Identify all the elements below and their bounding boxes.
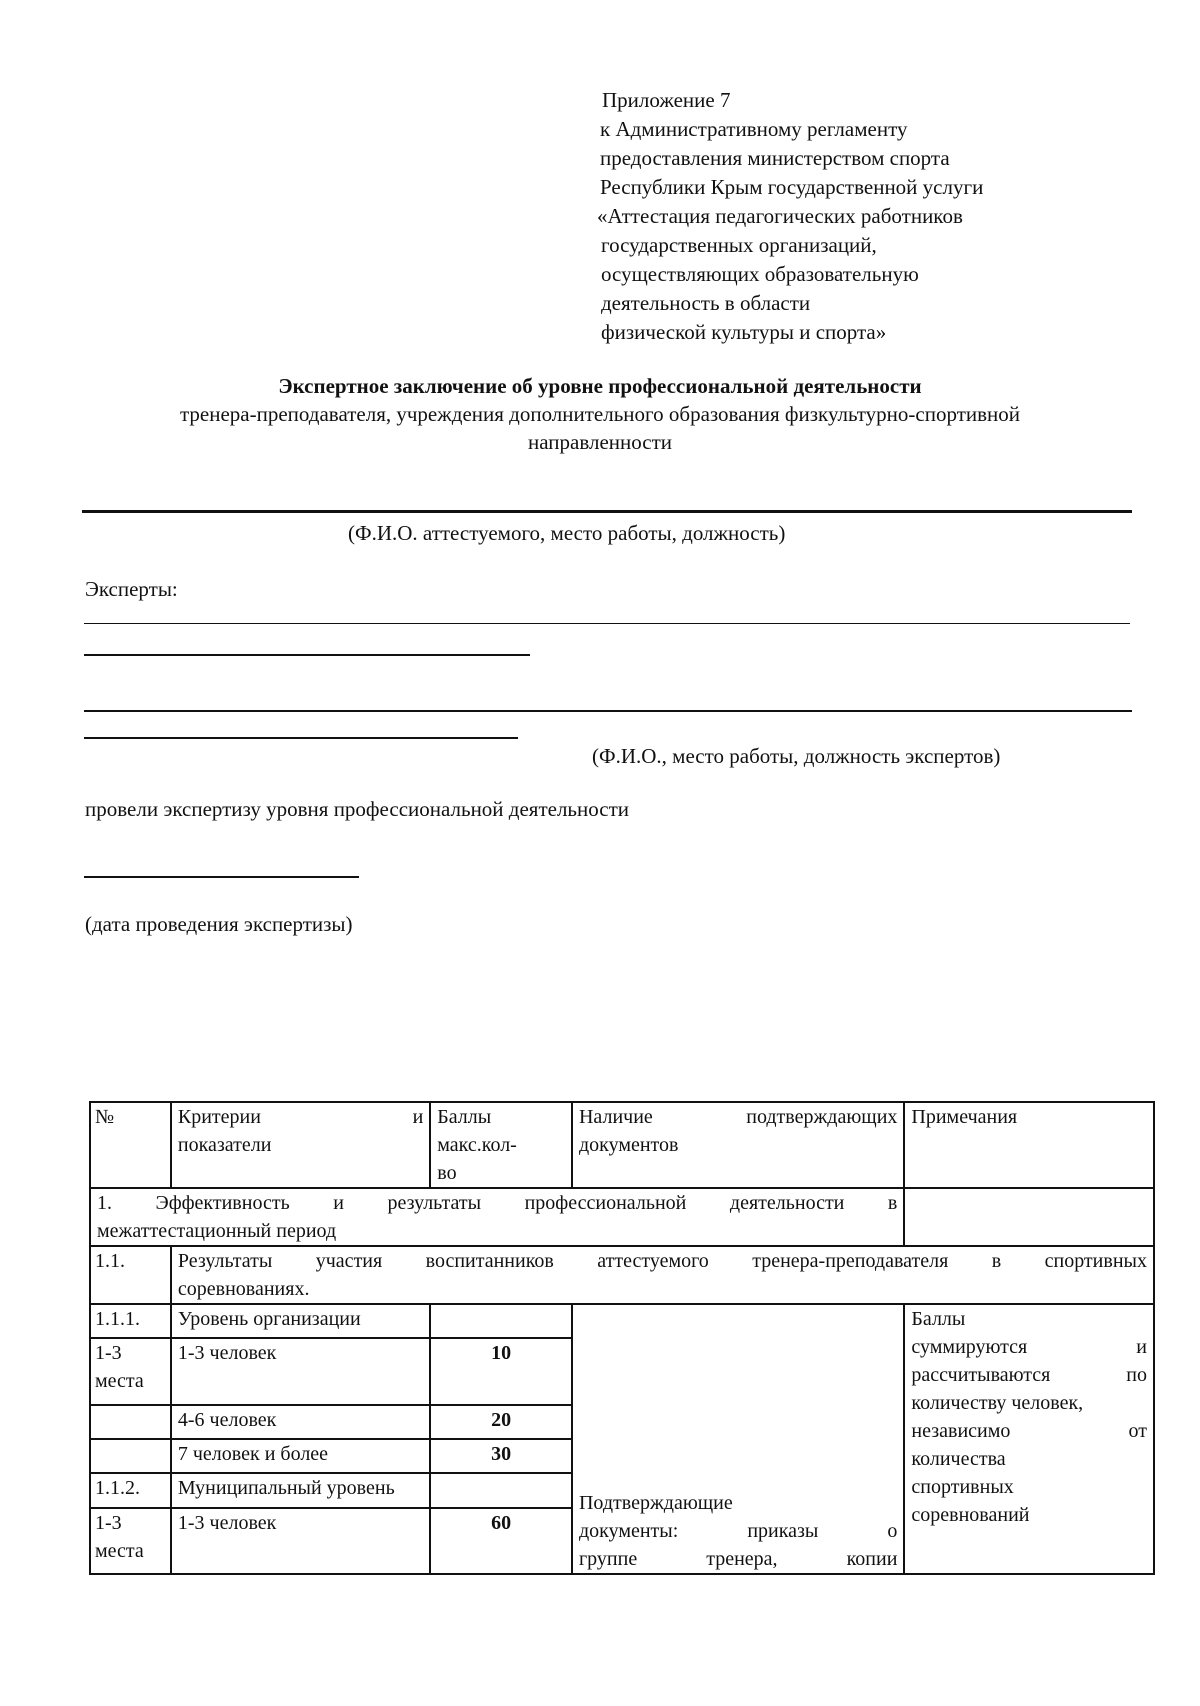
documents-cell: [572, 1304, 904, 1574]
expert-line: [84, 710, 1132, 712]
row-criteria: Уровень организации: [171, 1304, 430, 1338]
row-num: 1-3 места: [90, 1338, 171, 1404]
subsection-word: в: [991, 1250, 1002, 1272]
section-word: профессиональной: [524, 1192, 687, 1214]
row-num: 1.1.2.: [90, 1473, 171, 1507]
section-word: и: [333, 1192, 344, 1214]
row-criteria: 1-3 человек: [171, 1508, 430, 1574]
section-line2: межаттестационный период: [97, 1220, 337, 1242]
subsection-num: [90, 1246, 171, 1304]
attested-caption: (Ф.И.О. аттестуемого, место работы, должность): [348, 521, 786, 545]
header-points-text: макс.кол-: [437, 1134, 517, 1156]
appendix-line: государственных организаций,: [601, 233, 877, 257]
row-points: [430, 1473, 572, 1507]
section-word: результаты: [387, 1192, 482, 1214]
section-word: в: [887, 1192, 898, 1214]
header-criteria-text: и: [412, 1106, 424, 1128]
row-num: 1.1.1.: [90, 1304, 171, 1338]
row-points: 30: [430, 1439, 572, 1473]
row-criteria: 7 человек и более: [171, 1439, 430, 1473]
subtitle-line: тренера-преподавателя, учреждения дополнительного образования физкультурно-спортивной: [179, 402, 1021, 426]
subsection-cell: [171, 1246, 1154, 1304]
notes-word: от: [1128, 1420, 1147, 1442]
header-points: [430, 1102, 572, 1188]
subsection-word: участия: [315, 1250, 383, 1272]
docs-word: тренера,: [706, 1548, 778, 1570]
section-num: 1.: [97, 1192, 112, 1214]
row-criteria: Муниципальный уровень: [171, 1473, 430, 1507]
notes-line: соревнований: [911, 1504, 1030, 1526]
notes-line: количества: [911, 1448, 1006, 1470]
header-criteria-text: показатели: [177, 1134, 272, 1156]
section-word: Эффективность: [155, 1192, 290, 1214]
subtitle-line: направленности: [527, 430, 673, 454]
header-notes: [904, 1102, 1154, 1188]
docs-word: документы:: [578, 1520, 679, 1542]
appendix-line: физической культуры и спорта»: [601, 320, 887, 344]
date-line: [84, 876, 359, 878]
header-docs-text: документов: [578, 1134, 679, 1156]
docs-word: о: [887, 1520, 898, 1542]
row-num: [90, 1439, 171, 1473]
appendix-line: Республики Крым государственной услуги: [600, 175, 984, 199]
expert-line: [84, 654, 530, 656]
row-criteria: 1-3 человек: [171, 1338, 430, 1404]
notes-line: количеству человек,: [911, 1392, 1084, 1414]
section-1-cell: [90, 1188, 904, 1246]
header-criteria: [171, 1102, 430, 1188]
docs-word: приказы: [747, 1520, 819, 1542]
appendix-line: осуществляющих образовательную: [601, 262, 919, 286]
expert-line: [84, 623, 1130, 624]
subsection-word: воспитанников: [425, 1250, 554, 1272]
conducted-text: провели экспертизу уровня профессиональной деятельности: [85, 797, 630, 821]
subsection-num-text: 1.1.: [95, 1250, 125, 1272]
row-points: 10: [430, 1338, 572, 1404]
section-1-notes: [904, 1188, 1154, 1246]
notes-line: спортивных: [911, 1476, 1014, 1498]
header-documents: [572, 1102, 904, 1188]
table-row: [90, 1304, 1154, 1338]
experts-caption: (Ф.И.О., место работы, должность экспертов): [592, 744, 1001, 768]
section-row: [90, 1188, 1154, 1246]
subsection-word: Результаты: [177, 1250, 273, 1272]
appendix-header: [597, 86, 1120, 347]
appendix-line: Приложение 7: [602, 88, 731, 112]
document-subtitle: [80, 400, 1120, 456]
header-num: [90, 1102, 171, 1188]
notes-word: и: [1136, 1336, 1147, 1358]
date-caption: (дата проведения экспертизы): [85, 912, 353, 936]
notes-word: независимо: [911, 1420, 1011, 1442]
row-criteria: 4-6 человек: [171, 1405, 430, 1439]
subsection-row: [90, 1246, 1154, 1304]
document-title: Экспертное заключение об уровне профессиональной деятельности: [278, 374, 922, 398]
notes-word: по: [1126, 1364, 1147, 1386]
subsection-line2: соревнованиях.: [177, 1278, 310, 1300]
subsection-word: тренера-преподавателя: [752, 1250, 949, 1272]
table-header-row: [90, 1102, 1154, 1188]
appendix-line: деятельность в области: [601, 291, 811, 315]
header-points-text: во: [437, 1162, 457, 1184]
subsection-word: спортивных: [1044, 1250, 1147, 1272]
header-criteria-text: Критерии: [177, 1106, 261, 1128]
notes-cell: [904, 1304, 1154, 1574]
header-points-text: Баллы: [437, 1106, 492, 1128]
attested-name-line: [82, 510, 1132, 513]
header-notes-text: Примечания: [911, 1106, 1018, 1128]
row-num: [90, 1405, 171, 1439]
header-docs-text: подтверждающих: [746, 1106, 898, 1128]
docs-word: группе: [578, 1548, 638, 1570]
docs-word: копии: [846, 1548, 898, 1570]
row-num: 1-3 места: [90, 1508, 171, 1574]
row-points: 20: [430, 1405, 572, 1439]
appendix-line: «Аттестация педагогических работников: [597, 204, 963, 228]
appendix-line: предоставления министерством спорта: [600, 146, 950, 170]
subsection-word: аттестуемого: [597, 1250, 709, 1272]
row-points: [430, 1304, 572, 1338]
criteria-table: [89, 1101, 1155, 1575]
header-num-text: №: [95, 1106, 115, 1128]
header-docs-text: Наличие: [578, 1106, 653, 1128]
appendix-line: к Административному регламенту: [600, 117, 908, 141]
section-word: деятельности: [729, 1192, 845, 1214]
experts-label: Эксперты:: [85, 577, 178, 601]
notes-word: рассчитываются: [911, 1364, 1051, 1386]
expert-line: [84, 737, 518, 739]
row-points: 60: [430, 1508, 572, 1574]
docs-line: Подтверждающие: [578, 1492, 733, 1514]
notes-line: Баллы: [911, 1308, 966, 1330]
notes-word: суммируются: [911, 1336, 1028, 1358]
